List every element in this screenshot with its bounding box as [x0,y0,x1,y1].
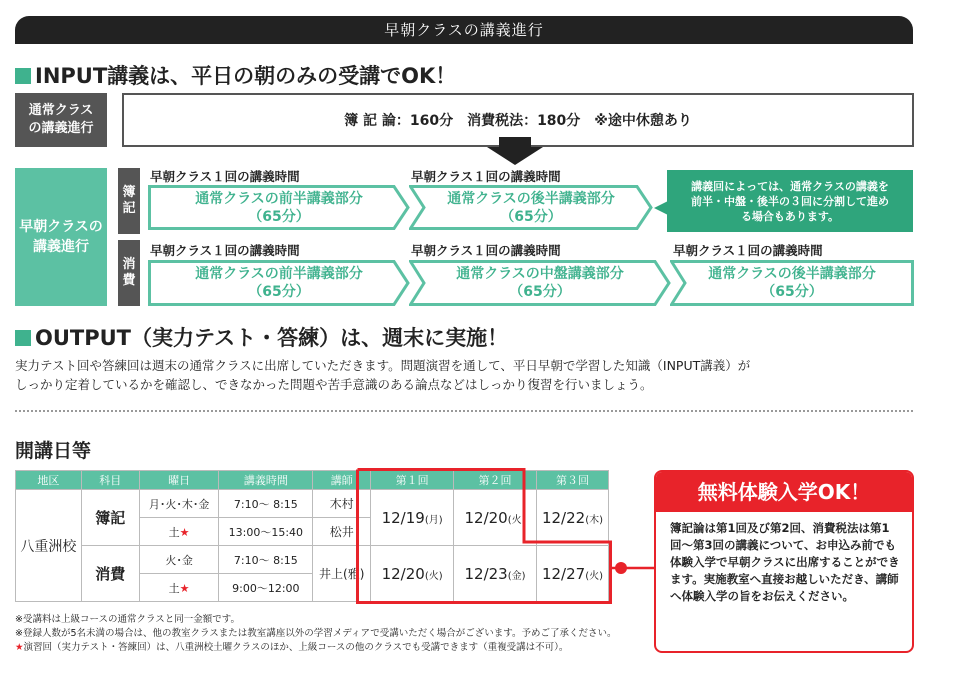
header-area: 地区 [16,471,82,490]
step-title: 通常クラスの前半講義部分 [195,190,363,207]
weekday-text: (火) [585,570,604,582]
header-time: 講義時間 [219,471,313,490]
days-text: 土 [168,525,180,539]
boki-step-1 [148,185,410,230]
free-trial-heading: 無料体験入学OK！ [656,472,912,512]
regular-class-box-text: 簿 記 論：160分 消費税法：180分 ※途中休憩あり [344,113,692,129]
connector-line [610,560,656,579]
free-trial-box [654,470,914,653]
date-text: 12/20 [381,564,425,583]
date-text: 12/19 [381,508,425,527]
regular-class-label-text: 通常クラスの講義進行 [28,103,94,136]
trial-sessions-highlight [356,468,612,604]
date-text: 12/22 [541,508,586,527]
teacher-cell: 井上(雅) [313,546,371,602]
step-duration: （65分） [248,208,310,225]
time-cell: 9:00～12:00 [219,574,313,602]
boki-tab-text: 簿記 [122,185,136,216]
page-title-bar: 早朝クラスの講義進行 [15,16,913,44]
down-arrow-icon [487,137,543,169]
boki-tab [118,168,140,234]
shohi-step-3 [670,260,914,306]
date-text: 12/20 [464,508,508,527]
footnote-2: ※登録人数が5名未満の場合は、他の教室クラスまたは教室講座以外の学習メディアで受講いただく場合がございます。予めご了承ください。 [15,628,617,639]
step-duration: （65分） [509,284,571,300]
footnotes [15,613,655,655]
dotted-divider [15,410,913,412]
step-title: 通常クラスの前半講義部分 [195,266,363,282]
weekday-text: (火) [507,514,526,526]
header-session-3: 第３回 [536,471,608,490]
header-subject: 科目 [81,471,139,490]
subject-shohi: 消費 [81,546,139,602]
early-class-label [15,168,107,306]
step-duration: （65分） [500,208,562,225]
split-lecture-note-text: 講義回によっては、通常クラスの講義を前半・中盤・後半の３回に分割して進める場合もあります。 [691,179,889,223]
green-square-icon [15,330,31,346]
step-duration: （65分） [761,284,823,300]
shohi-caption-1: 早朝クラス１回の講義時間 [150,243,300,258]
step-title: 通常クラスの中盤講義部分 [456,266,624,282]
star-icon: ★ [179,525,190,539]
output-heading-text: OUTPUT（実力テスト・答練）は、週末に実施！ [35,326,509,350]
days-cell [139,518,219,546]
input-heading [15,60,456,90]
star-icon: ★ [15,642,24,653]
note-pointer [654,200,668,219]
schedule-heading: 開講日等 [15,440,92,462]
green-square-icon [15,68,31,84]
boki-caption-1: 早朝クラス１回の講義時間 [150,169,300,184]
shohi-step-1 [148,260,410,306]
output-paragraph-line-2: しっかり定着しているかを確認し、できなかった問題や苦手意識のある論点などはしっかり復習を行いましょう。 [15,377,653,392]
early-class-label-text: 早朝クラスの講義進行 [19,219,103,255]
campus-cell: 八重洲校 [16,490,82,602]
days-cell [139,574,219,602]
output-heading [15,322,508,352]
header-session-2: 第２回 [454,471,537,490]
header-teacher: 講師 [313,471,371,490]
time-cell: 7:10～ 8:15 [219,490,313,518]
days-text: 土 [168,581,180,595]
header-session-1: 第１回 [371,471,454,490]
time-cell: 7:10～ 8:15 [219,546,313,574]
weekday-text: (金) [507,570,526,582]
header-days: 曜日 [139,471,219,490]
output-paragraph [15,356,915,394]
shohi-caption-2: 早朝クラス１回の講義時間 [411,243,561,258]
days-cell: 月･火･木･金 [139,490,219,518]
star-icon: ★ [179,581,190,595]
step-duration: （65分） [248,284,310,300]
shohi-step-2 [409,260,671,306]
input-heading-text: INPUT講義は、平日の朝のみの受講でOK！ [35,64,457,88]
date-text: 12/27 [541,564,586,583]
footnote-3 [15,641,655,655]
weekday-text: (木) [585,514,604,526]
time-cell: 13:00～15:40 [219,518,313,546]
footnote-3-text: 演習回（実力テスト・答練回）は、八重洲校土曜クラスのほか、上級コースの他のクラスでも受講できます（重複受講は不可）。 [23,642,569,653]
boki-caption-2: 早朝クラス１回の講義時間 [411,169,561,184]
days-cell: 火･金 [139,546,219,574]
shohi-tab-text: 消費 [122,257,136,288]
subject-boki: 簿記 [81,490,139,546]
split-lecture-note [667,170,913,232]
footnote-1: ※受講料は上級コースの通常クラスと同一金額です。 [15,614,240,625]
shohi-caption-3: 早朝クラス１回の講義時間 [673,243,823,258]
teacher-cell: 松井 [313,518,371,546]
step-title: 通常クラスの後半講義部分 [447,190,615,207]
weekday-text: (月) [424,514,443,526]
output-paragraph-line-1: 実力テスト回や答練回は週末の通常クラスに出席していただきます。問題演習を通して、平日早朝で学習した知識（INPUT講義）が [15,358,751,373]
weekday-text: (火) [424,570,443,582]
date-text: 12/23 [464,564,508,583]
teacher-cell: 木村 [313,490,371,518]
step-title: 通常クラスの後半講義部分 [708,266,876,282]
regular-class-label [15,93,107,147]
shohi-tab [118,240,140,306]
boki-step-2 [409,185,653,230]
free-trial-body: 簿記論は第1回及び第2回、消費税法は第1回～第3回の講義について、お申込み前でも体験入学で早朝クラスに出席することができます。実施教室へ直接お越しいただき、講師へ体験入学の旨をお伝えください。 [670,521,900,603]
